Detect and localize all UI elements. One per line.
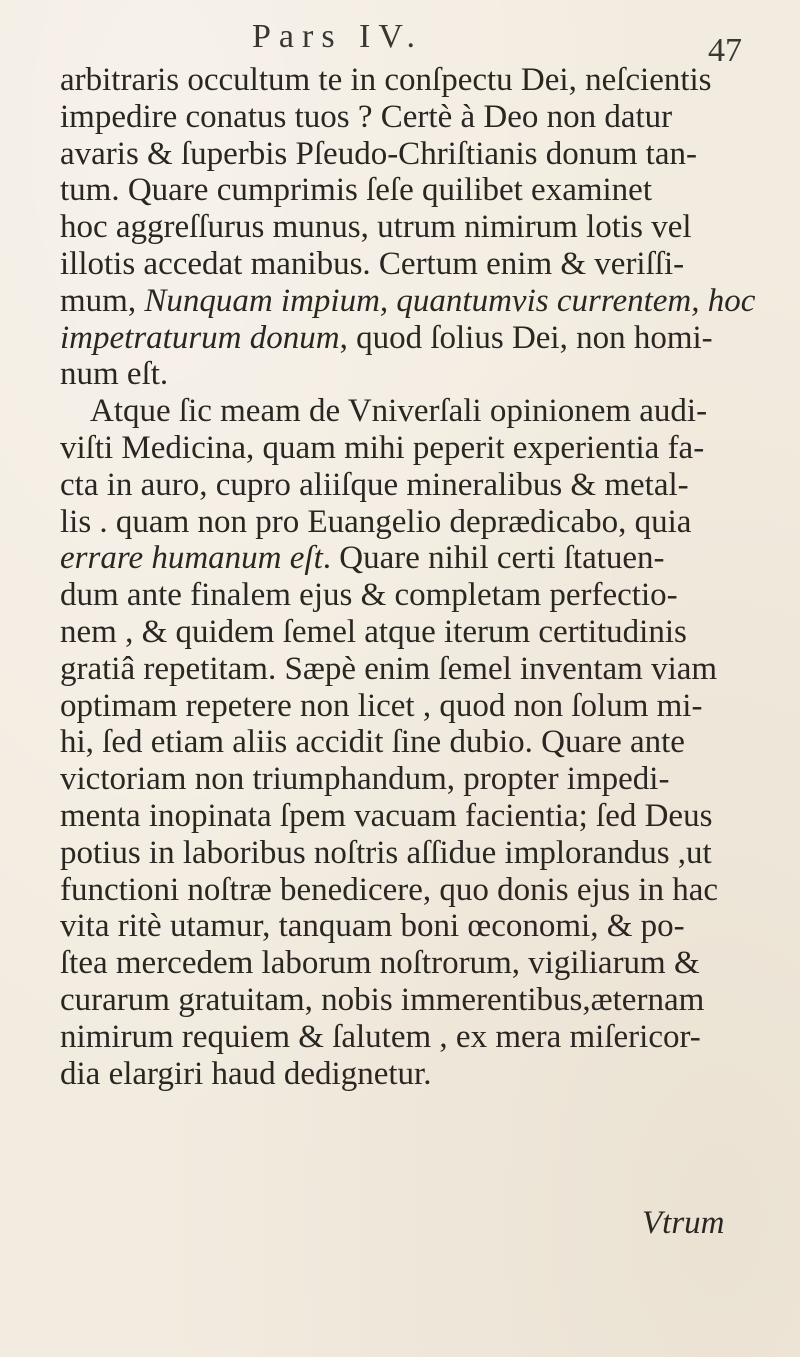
line-text: hi, ſed etiam aliis accidit ſine dubio. Quare ante [60,724,685,761]
line-text: , quod ſolius Dei, non homi- [339,319,713,356]
line-text: tum. Quare cumprimis ſeſe quilibet examinet [60,172,653,209]
line-text: mum, [60,282,145,319]
line-text: Atque ſic meam de Vniverſali opinionem audi- [90,393,708,430]
line-text: dia elargiri haud dedignetur. [60,1055,432,1092]
text-line [60,835,780,872]
line-text: cta in auro, cupro aliiſque mineralibus & metal- [60,466,689,503]
line-text: viſti Medicina, quam mihi peperit experientia fa- [60,429,705,466]
italic-text: Nunquam impium, quantumvis currentem, hoc [144,282,756,319]
italic-text: errare humanum eſt [60,540,323,577]
line-text: num eſt. [60,356,169,393]
line-text: illotis accedat manibus. Certum enim & veriſſi- [60,245,685,282]
text-line [60,1056,780,1093]
text-line [60,320,780,357]
text-line [60,908,780,945]
line-text: victoriam non triumphandum, propter impedi- [60,761,670,798]
line-text: potius in laboribus noſtris aſſidue implorandus ,ut [60,834,712,871]
text-line [60,430,780,467]
text-line [60,62,780,99]
line-text: curarum gratuitam, nobis immerentibus,æternam [60,981,705,1018]
text-line [60,540,780,577]
text-line [60,761,780,798]
text-line [60,577,780,614]
line-text: gratiâ repetitam. Sæpè enim ſemel inventam viam [60,650,718,687]
running-head [0,12,800,69]
text-line [60,99,780,136]
catchword: Vtrum [642,1205,725,1241]
line-text: avaris & ſuperbis Pſeudo-Chriſtianis donum tan- [60,135,697,172]
text-line [60,172,780,209]
line-text: menta inopinata ſpem vacuam facientia; ſed Deus [60,797,713,834]
body-text [60,62,780,1092]
line-text: vita ritè utamur, tanquam boni œconomi, & po- [60,908,685,945]
line-text: impedire conatus tuos ? Certè à Deo non datur [60,98,673,135]
text-line [60,283,780,320]
text-line [60,724,780,761]
line-text: nem , & quidem ſemel atque iterum certitudinis [60,613,687,650]
line-text: hoc aggreſſurus munus, utrum nimirum lotis vel [60,209,692,246]
line-text: functioni noſtræ benedicere, quo donis ejus in hac [60,871,719,908]
text-line [60,209,780,246]
page-number: 47 [708,32,742,69]
text-line [60,504,780,541]
line-text: optimam repetere non licet , quod non ſolum mi- [60,687,703,724]
italic-text: impetraturum donum [60,319,340,356]
line-text: arbitraris occultum te in conſpectu Dei, neſcientis [60,62,712,98]
line-text: dum ante finalem ejus & completam perfectio- [60,577,678,614]
text-line [60,356,780,393]
text-line [60,872,780,909]
line-text: ſtea mercedem laborum noſtrorum, vigiliarum & [60,945,700,982]
text-line [60,136,780,173]
text-line [60,651,780,688]
line-text: nimirum requiem & ſalutem , ex mera miſericor- [60,1018,701,1055]
text-line [60,1019,780,1056]
text-line [60,467,780,504]
text-line [60,246,780,283]
running-title: Pars IV. [252,18,424,55]
text-line [60,798,780,835]
text-line [60,982,780,1019]
text-line [60,945,780,982]
text-line [60,614,780,651]
text-line [60,688,780,725]
line-text: . Quare nihil certi ſtatuen- [322,540,665,577]
text-line [60,393,780,430]
line-text: lis . quam non pro Euangelio deprædicabo, quia [60,503,692,540]
